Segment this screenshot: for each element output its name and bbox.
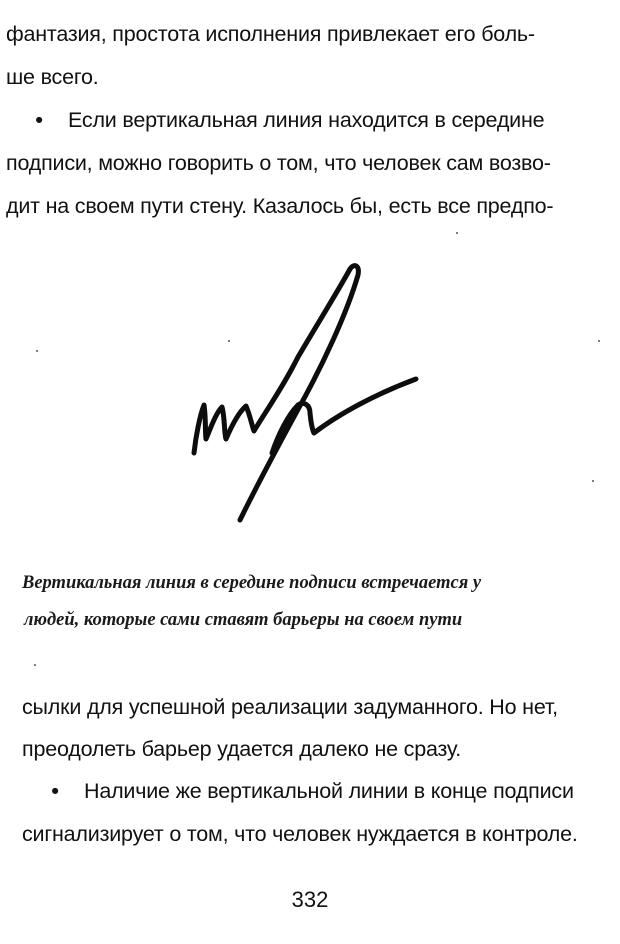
- bullet-item-line: [50, 777, 574, 805]
- text-line: ше всего.: [6, 65, 99, 89]
- figure-caption-line: людей, которые сами ставят барьеры на своем пути: [24, 610, 463, 630]
- bullet-marker: •: [51, 779, 59, 803]
- bullet-marker: •: [35, 108, 43, 132]
- scan-speck: [592, 480, 594, 482]
- signature-illustration: [180, 255, 440, 540]
- scan-speck: [228, 340, 230, 342]
- text-line: преодолеть барьер удается далеко не сразу.: [22, 737, 462, 761]
- scan-speck: [34, 664, 36, 666]
- scan-speck: [36, 350, 38, 352]
- figure-caption-line: Вертикальная линия в середине подписи встречается у: [22, 573, 482, 593]
- text-line: подписи, можно говорить о том, что человек сам возво-: [6, 151, 551, 175]
- text-line: дит на своем пути стену. Казалось бы, есть все предпо-: [6, 194, 554, 218]
- bullet-text: Если вертикальная линия находится в середине: [68, 108, 545, 132]
- bullet-item-line: [34, 106, 544, 134]
- page-number: 332: [291, 887, 329, 912]
- text-line: сигнализирует о том, что человек нуждается в контроле.: [22, 822, 578, 846]
- scan-speck: [456, 232, 458, 234]
- bullet-text: Наличие же вертикальной линии в конце подписи: [84, 779, 574, 803]
- text-line: сылки для успешной реализации задуманного. Но нет,: [22, 695, 558, 719]
- text-line: фантазия, простота исполнения привлекает его боль-: [6, 22, 535, 46]
- scan-speck: [598, 340, 600, 342]
